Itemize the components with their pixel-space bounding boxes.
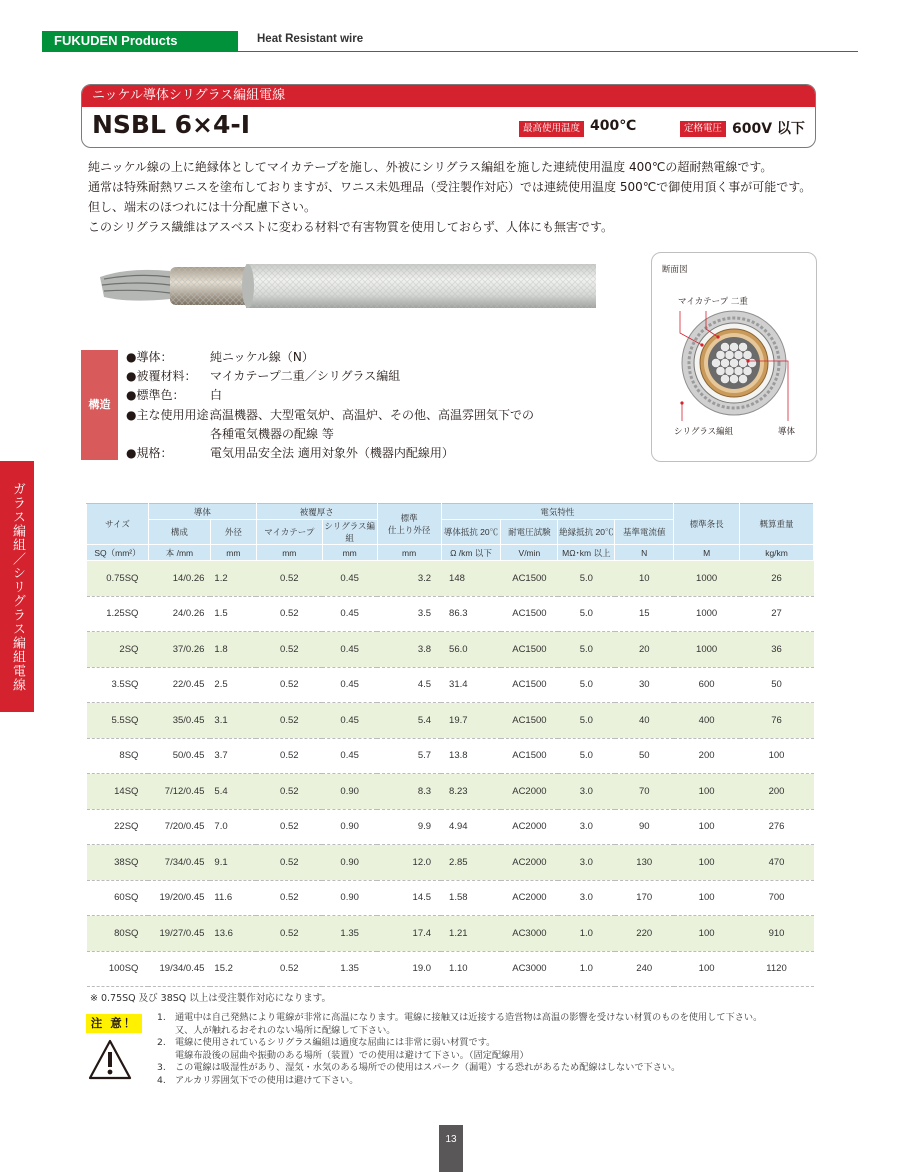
table-cell: AC2000 bbox=[501, 845, 558, 881]
table-row bbox=[87, 845, 814, 881]
catalog-title: FUKUDEN Products CATALOG bbox=[42, 31, 238, 51]
table-cell: 37/0.26 bbox=[148, 632, 210, 668]
table-cell: 7/12/0.45 bbox=[148, 774, 210, 810]
table-row bbox=[87, 632, 814, 668]
caution-line: この電線は吸湿性があり、湿気・水気のある場所での使用はスパーク（漏電）する恐れがあるため配線はしないで下さい。 bbox=[175, 1062, 681, 1074]
unit-cell: mm bbox=[210, 545, 256, 561]
table-cell: 0.45 bbox=[322, 561, 377, 597]
table-cell: 22/0.45 bbox=[148, 667, 210, 703]
unit-cell: kg/km bbox=[740, 545, 814, 561]
table-cell: 1.35 bbox=[322, 951, 377, 987]
table-cell: AC3000 bbox=[501, 951, 558, 987]
table-cell: 100SQ bbox=[87, 951, 149, 987]
table-cell: 5.0 bbox=[558, 561, 615, 597]
table-cell: 400 bbox=[674, 703, 740, 739]
col-withstand: 耐電圧試験 bbox=[501, 520, 558, 545]
caution-badge: 注 意！ bbox=[86, 1014, 142, 1033]
table-cell: 26 bbox=[740, 561, 814, 597]
table-cell: 3.0 bbox=[558, 845, 615, 881]
table-cell: 3.5 bbox=[377, 596, 441, 632]
table-cell: 90 bbox=[615, 809, 674, 845]
table-cell: 14.5 bbox=[377, 880, 441, 916]
header-rule bbox=[42, 51, 858, 52]
category-title: Heat Resistant wire bbox=[257, 33, 364, 45]
product-title-box bbox=[81, 84, 816, 148]
table-cell: 38SQ bbox=[87, 845, 149, 881]
table-cell: 5.4 bbox=[210, 774, 256, 810]
table-cell: 1.0 bbox=[558, 916, 615, 952]
table-cell: 0.52 bbox=[256, 951, 322, 987]
col-composition: 構成 bbox=[148, 520, 210, 545]
spec-key: ●標準色： bbox=[126, 388, 185, 403]
spec-key: ●導体： bbox=[126, 350, 173, 364]
table-cell: 13.6 bbox=[210, 916, 256, 952]
table-cell: 0.52 bbox=[256, 596, 322, 632]
table-cell: 15 bbox=[615, 596, 674, 632]
table-cell: AC1500 bbox=[501, 561, 558, 597]
table-row bbox=[87, 667, 814, 703]
table-cell: 0.52 bbox=[256, 561, 322, 597]
table-cell: 19.7 bbox=[441, 703, 501, 739]
table-cell: 3.2 bbox=[377, 561, 441, 597]
intro-line: 純ニッケル線の上に絶縁体としてマイカテープを施し、外被にシリグラス編組を施した連続使用温度 400℃の超耐熱電線です。 bbox=[88, 160, 773, 174]
table-cell: 0.45 bbox=[322, 703, 377, 739]
table-cell: 2SQ bbox=[87, 632, 149, 668]
table-cell: 4.5 bbox=[377, 667, 441, 703]
table-cell: 100 bbox=[674, 916, 740, 952]
table-cell: 7.0 bbox=[210, 809, 256, 845]
table-cell: 240 bbox=[615, 951, 674, 987]
table-cell: 1.10 bbox=[441, 951, 501, 987]
table-cell: 5.4 bbox=[377, 703, 441, 739]
unit-cell: V/min bbox=[501, 545, 558, 561]
table-cell: 470 bbox=[740, 845, 814, 881]
table-cell: 5.5SQ bbox=[87, 703, 149, 739]
table-cell: 100 bbox=[674, 951, 740, 987]
warning-icon bbox=[88, 1038, 132, 1082]
table-cell: 7/20/0.45 bbox=[148, 809, 210, 845]
label-mica-tape: マイカテープ 二重 bbox=[678, 297, 748, 307]
table-cell: 0.90 bbox=[322, 809, 377, 845]
table-cell: 9.1 bbox=[210, 845, 256, 881]
spec-key: ●規格： bbox=[126, 446, 173, 461]
table-row bbox=[87, 774, 814, 810]
table-cell: 1.2 bbox=[210, 561, 256, 597]
table-cell: 130 bbox=[615, 845, 674, 881]
table-cell: 2.85 bbox=[441, 845, 501, 881]
page-number: 13 bbox=[439, 1125, 463, 1172]
intro-text bbox=[88, 157, 828, 237]
unit-cell: mm bbox=[322, 545, 377, 561]
table-cell: 10 bbox=[615, 561, 674, 597]
col-size: サイズ bbox=[87, 504, 149, 545]
table-row bbox=[87, 880, 814, 916]
product-name: NSBL 6×4-Ⅰ bbox=[92, 110, 251, 139]
table-cell: 30 bbox=[615, 667, 674, 703]
rated-voltage-value: 600V 以下 bbox=[732, 121, 805, 137]
table-cell: 700 bbox=[740, 880, 814, 916]
caution-item bbox=[157, 1075, 797, 1088]
table-cell: 0.52 bbox=[256, 632, 322, 668]
caution-list bbox=[157, 1012, 797, 1088]
table-cell: 70 bbox=[615, 774, 674, 810]
table-cell: 2.5 bbox=[210, 667, 256, 703]
table-cell: 50 bbox=[740, 667, 814, 703]
table-cell: 148 bbox=[441, 561, 501, 597]
table-cell: AC2000 bbox=[501, 774, 558, 810]
col-weight: 概算重量 bbox=[740, 504, 814, 545]
table-cell: 7/34/0.45 bbox=[148, 845, 210, 881]
caution-text bbox=[175, 1075, 358, 1088]
table-cell: 200 bbox=[674, 738, 740, 774]
caution-text bbox=[175, 1012, 762, 1037]
table-cell: 12.0 bbox=[377, 845, 441, 881]
caution-number: 4. bbox=[157, 1074, 166, 1086]
spec-value: 各種電気機器の配線 等 bbox=[210, 426, 334, 441]
table-cell: 8SQ bbox=[87, 738, 149, 774]
table-cell: 5.0 bbox=[558, 632, 615, 668]
table-cell: 100 bbox=[674, 845, 740, 881]
table-cell: 40 bbox=[615, 703, 674, 739]
spec-row bbox=[126, 386, 534, 405]
table-cell: 0.52 bbox=[256, 703, 322, 739]
table-cell: 11.6 bbox=[210, 880, 256, 916]
table-cell: 0.75SQ bbox=[87, 561, 149, 597]
table-cell: AC3000 bbox=[501, 916, 558, 952]
table-cell: AC1500 bbox=[501, 632, 558, 668]
table-cell: 220 bbox=[615, 916, 674, 952]
spec-row bbox=[126, 348, 534, 367]
col-std-length: 標準条長 bbox=[674, 504, 740, 545]
table-cell: 3.1 bbox=[210, 703, 256, 739]
table-cell: 5.0 bbox=[558, 667, 615, 703]
label-braid: シリグラス編組 bbox=[674, 427, 734, 437]
table-cell: 86.3 bbox=[441, 596, 501, 632]
table-cell: 27 bbox=[740, 596, 814, 632]
unit-cell: mm bbox=[256, 545, 322, 561]
unit-cell: N bbox=[615, 545, 674, 561]
unit-cell: SQ（mm²） bbox=[87, 545, 149, 561]
table-cell: 1120 bbox=[740, 951, 814, 987]
table-cell: 0.52 bbox=[256, 845, 322, 881]
table-cell: 0.45 bbox=[322, 667, 377, 703]
intro-line: 通常は特殊耐熱ワニスを塗布しておりますが、ワニス未処理品（受注製作対応）では連続使用温度 500℃で御使用頂く事が可能です。 bbox=[88, 180, 812, 194]
max-temp-tag: 最高使用温度 bbox=[519, 121, 584, 137]
table-cell: 5.0 bbox=[558, 738, 615, 774]
table-cell: 0.52 bbox=[256, 774, 322, 810]
caution-number: 2. bbox=[157, 1037, 166, 1049]
label-conductor: 導体 bbox=[778, 427, 796, 437]
table-row bbox=[87, 561, 814, 597]
table-cell: 1000 bbox=[674, 561, 740, 597]
table-cell: 0.90 bbox=[322, 880, 377, 916]
caution-item bbox=[157, 1012, 797, 1037]
table-cell: 0.45 bbox=[322, 738, 377, 774]
table-cell: 1.21 bbox=[441, 916, 501, 952]
table-cell: 76 bbox=[740, 703, 814, 739]
table-cell: 0.52 bbox=[256, 809, 322, 845]
caution-line: 通電中は自己発熱により電線が非常に高温になります。電線に接触又は近接する造営物は高温の影響を受けない材質のものを使用して下さい。 bbox=[175, 1012, 763, 1023]
table-cell: 8.3 bbox=[377, 774, 441, 810]
table-cell: 20 bbox=[615, 632, 674, 668]
table-cell: 1.25SQ bbox=[87, 596, 149, 632]
table-cell: 31.4 bbox=[441, 667, 501, 703]
unit-cell: 本 /mm bbox=[148, 545, 210, 561]
table-cell: 4.94 bbox=[441, 809, 501, 845]
caution-number: 3. bbox=[157, 1062, 166, 1074]
unit-cell: Ω /km 以下 bbox=[441, 545, 501, 561]
table-cell: AC1500 bbox=[501, 596, 558, 632]
table-cell: 1.5 bbox=[210, 596, 256, 632]
table-row bbox=[87, 916, 814, 952]
cross-section-title: 断面図 bbox=[662, 265, 688, 275]
table-cell: 1.0 bbox=[558, 951, 615, 987]
table-cell: 50 bbox=[615, 738, 674, 774]
caution-number: 1. bbox=[157, 1012, 166, 1023]
table-cell: 0.45 bbox=[322, 596, 377, 632]
spec-row bbox=[126, 425, 534, 444]
unit-cell: M bbox=[674, 545, 740, 561]
table-cell: 14/0.26 bbox=[148, 561, 210, 597]
col-current: 基準電流値 bbox=[615, 520, 674, 545]
table-cell: 0.52 bbox=[256, 738, 322, 774]
table-cell: 19/34/0.45 bbox=[148, 951, 210, 987]
table-row bbox=[87, 738, 814, 774]
table-cell: 910 bbox=[740, 916, 814, 952]
spec-value: 純ニッケル線（N） bbox=[210, 350, 314, 364]
spec-value: 高温機器、大型電気炉、高温炉、その他、高温雰囲気下での bbox=[210, 407, 535, 422]
table-cell: 19.0 bbox=[377, 951, 441, 987]
col-conductor: 導体 bbox=[148, 504, 256, 520]
table-cell: 0.90 bbox=[322, 845, 377, 881]
table-cell: AC1500 bbox=[501, 738, 558, 774]
structure-tag: 構造 bbox=[81, 350, 118, 460]
table-cell: 17.4 bbox=[377, 916, 441, 952]
spec-row bbox=[126, 406, 534, 425]
spec-key: ●主な使用用途： bbox=[126, 407, 221, 422]
unit-cell: mm bbox=[377, 545, 441, 561]
side-category-tab[interactable]: ガラス編組／シリグラス編組電線 bbox=[0, 461, 34, 712]
table-row bbox=[87, 809, 814, 845]
table-cell: 0.45 bbox=[322, 632, 377, 668]
table-cell: 276 bbox=[740, 809, 814, 845]
table-cell: AC2000 bbox=[501, 880, 558, 916]
unit-cell: MΩ･km 以上 bbox=[558, 545, 615, 561]
table-cell: 170 bbox=[615, 880, 674, 916]
caution-text bbox=[175, 1037, 529, 1062]
table-cell: 14SQ bbox=[87, 774, 149, 810]
table-cell: 200 bbox=[740, 774, 814, 810]
table-cell: 50/0.45 bbox=[148, 738, 210, 774]
table-cell: 36 bbox=[740, 632, 814, 668]
table-cell: 5.0 bbox=[558, 703, 615, 739]
max-temp-value: 400℃ bbox=[590, 118, 637, 134]
spec-value: 電気用品安全法 適用対象外（機器内配線用） bbox=[210, 446, 454, 461]
table-cell: 35/0.45 bbox=[148, 703, 210, 739]
table-cell: 1000 bbox=[674, 632, 740, 668]
table-cell: 3.5SQ bbox=[87, 667, 149, 703]
col-electrical: 電気特性 bbox=[441, 504, 674, 520]
col-braid: シリグラス編組 bbox=[322, 520, 377, 545]
table-cell: 3.0 bbox=[558, 880, 615, 916]
spec-table bbox=[86, 503, 814, 987]
table-cell: AC2000 bbox=[501, 809, 558, 845]
product-subtitle: ニッケル導体シリグラス編組電線 bbox=[82, 85, 815, 107]
table-cell: 22SQ bbox=[87, 809, 149, 845]
table-cell: 100 bbox=[674, 809, 740, 845]
col-outer-dia: 外径 bbox=[210, 520, 256, 545]
cable-image bbox=[98, 255, 598, 325]
table-cell: 19/20/0.45 bbox=[148, 880, 210, 916]
table-cell: 100 bbox=[674, 880, 740, 916]
table-cell: 80SQ bbox=[87, 916, 149, 952]
spec-row bbox=[126, 444, 534, 463]
table-cell: 0.52 bbox=[256, 916, 322, 952]
table-cell: 600 bbox=[674, 667, 740, 703]
table-cell: 1.8 bbox=[210, 632, 256, 668]
col-resistance: 導体抵抗 20℃ bbox=[441, 520, 501, 545]
table-cell: 5.7 bbox=[377, 738, 441, 774]
table-cell: 1.58 bbox=[441, 880, 501, 916]
table-cell: 0.52 bbox=[256, 667, 322, 703]
structure-list bbox=[126, 348, 534, 463]
table-cell: 60SQ bbox=[87, 880, 149, 916]
spec-value: マイカテープ二重／シリグラス編組 bbox=[210, 369, 401, 384]
table-cell: 1.35 bbox=[322, 916, 377, 952]
caution-line: 電線に使用されているシリグラス編組は過度な屈曲には非常に弱い材質です。 bbox=[175, 1037, 496, 1049]
table-cell: 5.0 bbox=[558, 596, 615, 632]
caution-line: 電線布設後の屈曲や振動のある場所（装置）での使用は避けて下さい。（固定配線用） bbox=[175, 1049, 529, 1061]
table-cell: 19/27/0.45 bbox=[148, 916, 210, 952]
col-finish-diameter: 標準 仕上り外径 bbox=[377, 504, 441, 545]
table-cell: 8.23 bbox=[441, 774, 501, 810]
cable-conductor bbox=[100, 270, 170, 301]
table-row bbox=[87, 703, 814, 739]
caution-line: アルカリ雰囲気下での使用は避けて下さい。 bbox=[175, 1074, 359, 1086]
spec-value: 白 bbox=[210, 388, 223, 403]
caution-item bbox=[157, 1062, 797, 1075]
table-cell: AC1500 bbox=[501, 703, 558, 739]
table-cell: 3.8 bbox=[377, 632, 441, 668]
table-cell: 1000 bbox=[674, 596, 740, 632]
table-cell: 100 bbox=[674, 774, 740, 810]
caution-item bbox=[157, 1037, 797, 1062]
spec-key: ●被覆材料： bbox=[126, 369, 197, 384]
table-cell: AC1500 bbox=[501, 667, 558, 703]
table-cell: 15.2 bbox=[210, 951, 256, 987]
table-cell: 56.0 bbox=[441, 632, 501, 668]
intro-line: 但し、端末のほつれには十分配慮下さい。 bbox=[88, 200, 317, 214]
table-cell: 100 bbox=[740, 738, 814, 774]
table-cell: 9.9 bbox=[377, 809, 441, 845]
table-row bbox=[87, 596, 814, 632]
spec-row bbox=[126, 367, 534, 386]
table-cell: 0.90 bbox=[322, 774, 377, 810]
table-note: ※ 0.75SQ 及び 38SQ 以上は受注製作対応になります。 bbox=[90, 993, 332, 1004]
col-insulation: 絶縁抵抗 20℃ bbox=[558, 520, 615, 545]
table-row bbox=[87, 951, 814, 987]
spec-key bbox=[126, 425, 210, 444]
table-cell: 3.0 bbox=[558, 809, 615, 845]
table-cell: 24/0.26 bbox=[148, 596, 210, 632]
caution-text bbox=[175, 1062, 680, 1075]
table-cell: 3.0 bbox=[558, 774, 615, 810]
table-cell: 0.52 bbox=[256, 880, 322, 916]
cross-section-box bbox=[651, 252, 817, 462]
caution-line: 又、人が触れるおそれのない場所に配線して下さい。 bbox=[175, 1024, 396, 1036]
table-cell: 3.7 bbox=[210, 738, 256, 774]
col-mica-tape: マイカテープ bbox=[256, 520, 322, 545]
rated-voltage-tag: 定格電圧 bbox=[680, 121, 726, 137]
table-cell: 13.8 bbox=[441, 738, 501, 774]
intro-line: このシリグラス繊維はアスベストに変わる材料で有害物質を使用しておらず、人体にも無害です。 bbox=[88, 220, 614, 234]
col-coating: 被覆厚さ bbox=[256, 504, 377, 520]
